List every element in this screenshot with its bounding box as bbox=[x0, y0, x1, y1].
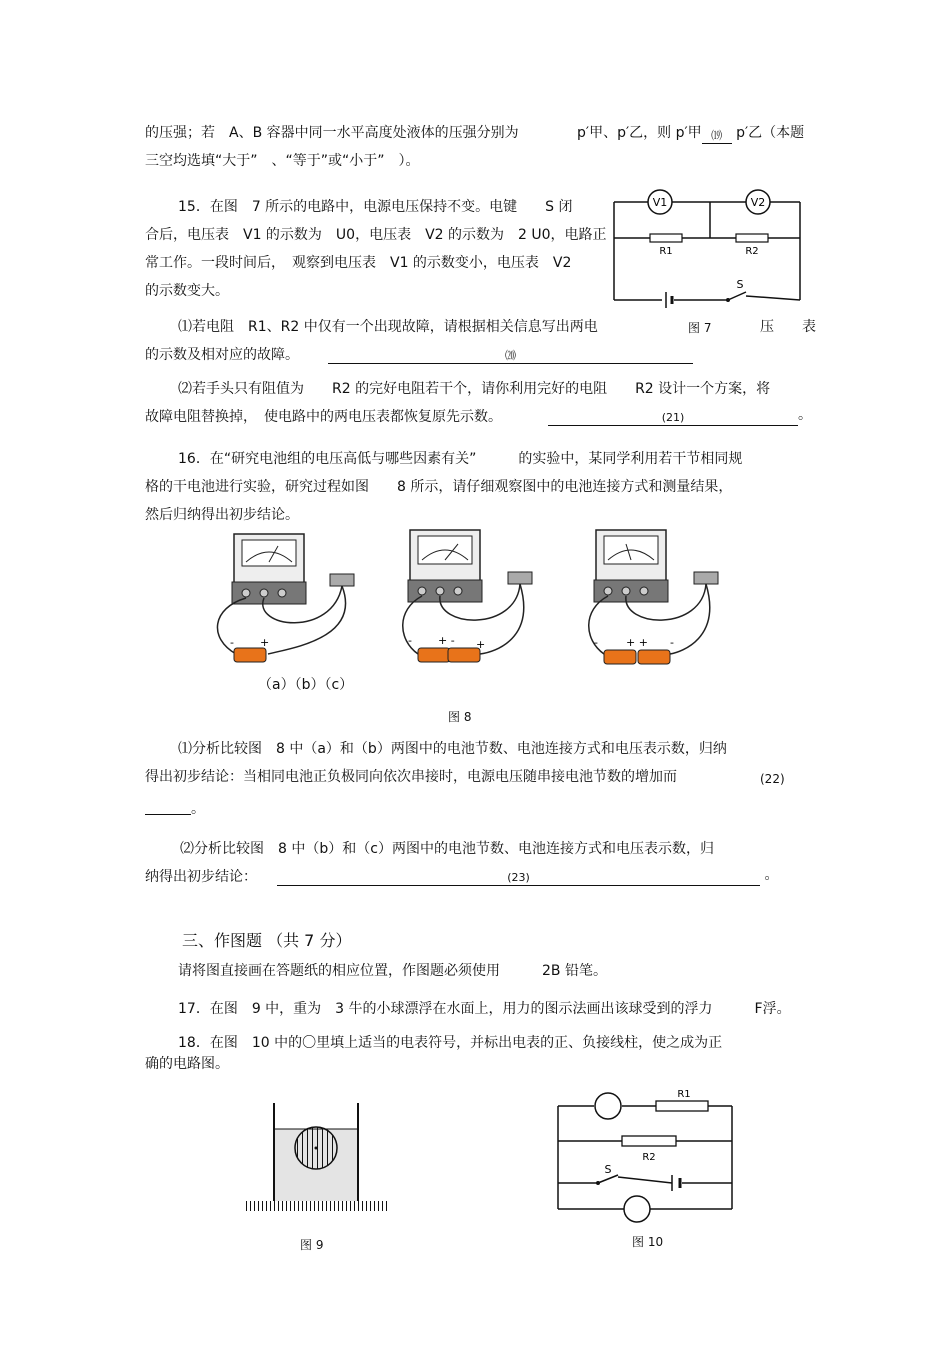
q15-part2-line2: 故障电阻替换掉， 使电路中的两电压表都恢复原先示数。 bbox=[145, 409, 502, 425]
q15-part2-line1: ⑵若手头只有阻值为 R2 的完好电阻若干个，请你利用完好的电阻 R2 设计一个方案，将 bbox=[178, 381, 771, 397]
q16-part2-line2: 纳得出初步结论： bbox=[145, 869, 257, 885]
text-line: 三空均选填“大于” 、“等于”或“小于” ）。 bbox=[145, 153, 420, 169]
svg-text:-: - bbox=[408, 634, 412, 647]
s-label: S bbox=[604, 1163, 612, 1176]
q18-line2: 确的电路图。 bbox=[145, 1056, 229, 1072]
q16-part1-line1: ⑴分析比较图 8 中（a）和（b）两图中的电池节数、电池连接方式和电压表示数，归纳 bbox=[178, 741, 727, 757]
switch-symbol bbox=[728, 292, 746, 300]
answer-blank-20: ⒇ bbox=[328, 343, 693, 364]
r2-label: R2 bbox=[642, 1152, 656, 1163]
svg-text:-: - bbox=[670, 636, 674, 649]
figure-9-beaker bbox=[242, 1103, 392, 1218]
q16-part1-line2: 得出初步结论：当相同电池正负极同向依次串接时，电源电压随串接电池节数的增加而 bbox=[145, 769, 677, 785]
figure-8-setup-a bbox=[212, 528, 362, 668]
answer-blank-22: 。 bbox=[145, 799, 205, 819]
q15-part1-line1: ⑴若电阻 R1、R2 中仅有一个出现故障，请根据相关信息写出两电 bbox=[178, 319, 598, 335]
q15-line1: 15．在图 7 所示的电路中，电源电压保持不变。电键 S 闭 bbox=[178, 199, 573, 215]
figure-10-circuit bbox=[552, 1085, 742, 1220]
figure-9-caption: 图 9 bbox=[300, 1238, 324, 1252]
q15-line2: 合后，电压表 V1 的示数为 U0，电压表 V2 的示数为 2 U0，电路正 bbox=[145, 227, 607, 243]
q18-line1: 18．在图 10 中的〇里填上适当的电表符号，并标出电表的正、负接线柱，使之成为正 bbox=[178, 1035, 723, 1051]
svg-text:-: - bbox=[230, 636, 234, 649]
text-line: 的压强；若 A、B 容器中同一水平高度处液体的压强分别为 bbox=[145, 125, 519, 141]
r1-label: R1 bbox=[659, 246, 673, 257]
text-line: p′甲、p′乙，则 p′甲 ⒆ p′乙（本题 bbox=[577, 125, 805, 142]
q16-part2-line1: ⑵分析比较图 8 中（b）和（c）两图中的电池节数、电池连接方式和电压表示数，归 bbox=[180, 841, 714, 857]
q15-line4: 的示数变大。 bbox=[145, 283, 229, 299]
figure-7-caption: 图 7 bbox=[688, 321, 712, 335]
blank-meter-bottom bbox=[624, 1196, 650, 1222]
svg-text:+: + bbox=[260, 636, 270, 649]
q16-line1: 16．在“研究电池组的电压高低与哪些因素有关” 的实验中，某同学利用若干节相同规 bbox=[178, 451, 743, 467]
r1-label: R1 bbox=[677, 1089, 691, 1100]
v1-label: V1 bbox=[652, 196, 668, 209]
ground bbox=[244, 1201, 390, 1211]
resistor-r1-symbol bbox=[656, 1101, 708, 1111]
svg-text:+: + bbox=[476, 638, 486, 651]
s-label: S bbox=[736, 278, 744, 291]
resistor-r2-symbol bbox=[736, 234, 768, 242]
blank-meter-top bbox=[595, 1093, 621, 1119]
r2-label: R2 bbox=[745, 246, 759, 257]
answer-blank-21: (21) 。 bbox=[548, 405, 812, 426]
q15-part1-line2: 的示数及相对应的故障。 bbox=[145, 347, 299, 363]
switch-symbol bbox=[598, 1175, 618, 1183]
section-3-title: 三、作图题 （共 7 分） bbox=[182, 931, 352, 950]
v2-label: V2 bbox=[750, 196, 766, 209]
answer-blank-23: (23) 。 bbox=[277, 865, 778, 886]
q17-text: 17．在图 9 中，重为 3 牛的小球漂浮在水面上，用力的图示法画出该球受到的浮力 F浮。 bbox=[178, 1001, 791, 1017]
resistor-r2-symbol bbox=[622, 1136, 676, 1146]
q15-line3: 常工作。一段时间后， 观察到电压表 V1 的示数变小，电压表 V2 bbox=[145, 255, 572, 271]
answer-blank-19: ⒆ bbox=[702, 129, 732, 144]
svg-text:-: - bbox=[594, 636, 598, 649]
figure-8-labels: （a）（b）（c） bbox=[258, 677, 354, 693]
answer-blank-22-label: (22) bbox=[760, 772, 785, 786]
figure-10-caption: 图 10 bbox=[632, 1235, 664, 1249]
figure-8-setup-c bbox=[582, 528, 732, 668]
section-3-note: 请将图直接画在答题纸的相应位置，作图题必须使用 2B 铅笔。 bbox=[178, 963, 607, 979]
q16-line2: 格的干电池进行实验，研究过程如图 8 所示，请仔细观察图中的电池连接方式和测量结果， bbox=[145, 479, 733, 495]
figure-8-setup-b bbox=[396, 528, 546, 668]
figure-8-caption: 图 8 bbox=[448, 710, 472, 724]
figure-7-circuit bbox=[610, 188, 810, 308]
q15-part1-tail: 压 表 bbox=[760, 319, 816, 335]
resistor-r1-symbol bbox=[650, 234, 682, 242]
svg-text:+ +: + + bbox=[626, 636, 648, 649]
svg-text:+ -: + - bbox=[438, 634, 455, 647]
q16-line3: 然后归纳得出初步结论。 bbox=[145, 507, 299, 523]
